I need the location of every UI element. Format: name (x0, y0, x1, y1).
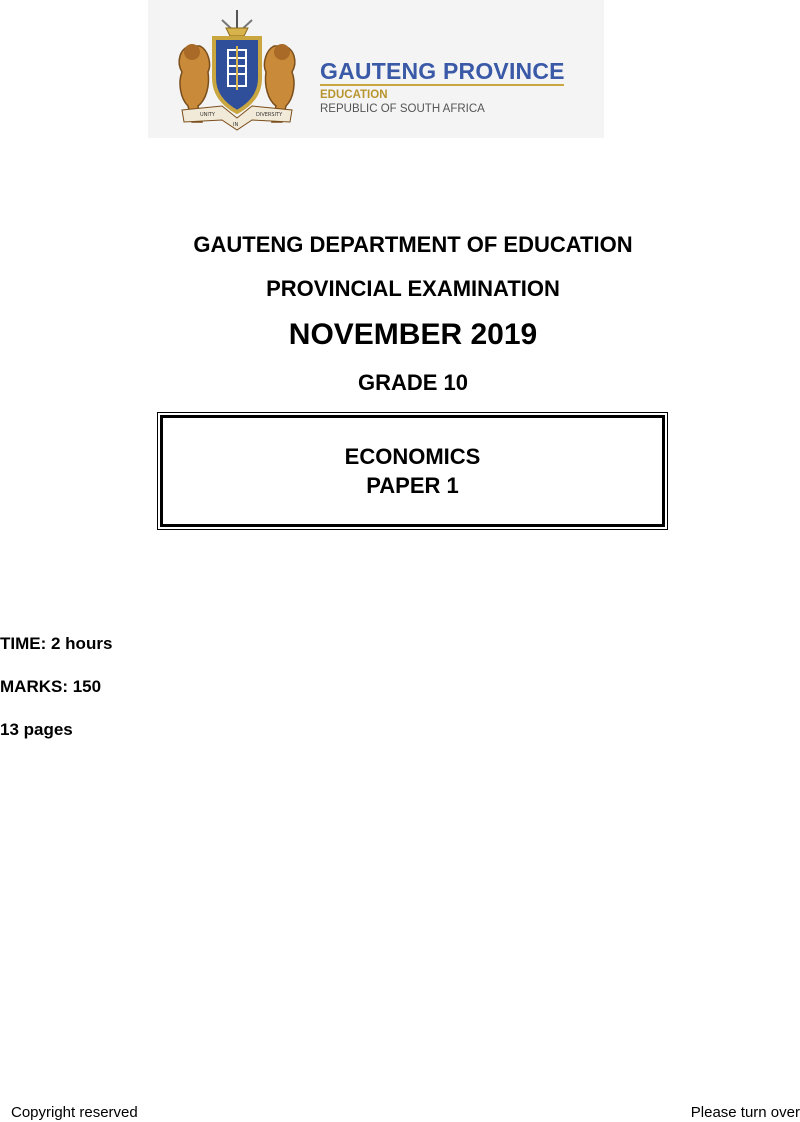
crest-motto-3: DIVERSITY (256, 112, 283, 118)
examination-heading: PROVINCIAL EXAMINATION (266, 276, 560, 301)
exam-pages: 13 pages (0, 720, 73, 739)
logo-subtitle-education: EDUCATION (320, 89, 388, 101)
exam-marks: MARKS: 150 (0, 677, 102, 696)
subject-box-inner (160, 415, 665, 527)
grade-heading: GRADE 10 (357, 370, 469, 395)
header-logo (148, 0, 604, 138)
department-heading: GAUTENG DEPARTMENT OF EDUCATION (193, 232, 633, 257)
exam-time: TIME: 2 hours (0, 634, 113, 653)
crest-motto-1: UNITY (200, 112, 215, 118)
coat-of-arms-icon (162, 6, 312, 134)
subject-box (157, 412, 668, 530)
session-heading: NOVEMBER 2019 (288, 318, 538, 351)
crest-motto-2: IN (233, 122, 239, 128)
logo-title: GAUTENG PROVINCE (320, 58, 565, 84)
logo-subtitle-country: REPUBLIC OF SOUTH AFRICA (320, 103, 485, 115)
subject-title: ECONOMICS (344, 444, 481, 469)
paper-number: PAPER 1 (366, 473, 459, 498)
logo-wordmark (320, 58, 565, 116)
logo-divider (320, 84, 564, 86)
footer-copyright: Copyright reserved (11, 1104, 138, 1121)
footer-turn-over: Please turn over (690, 1104, 800, 1121)
